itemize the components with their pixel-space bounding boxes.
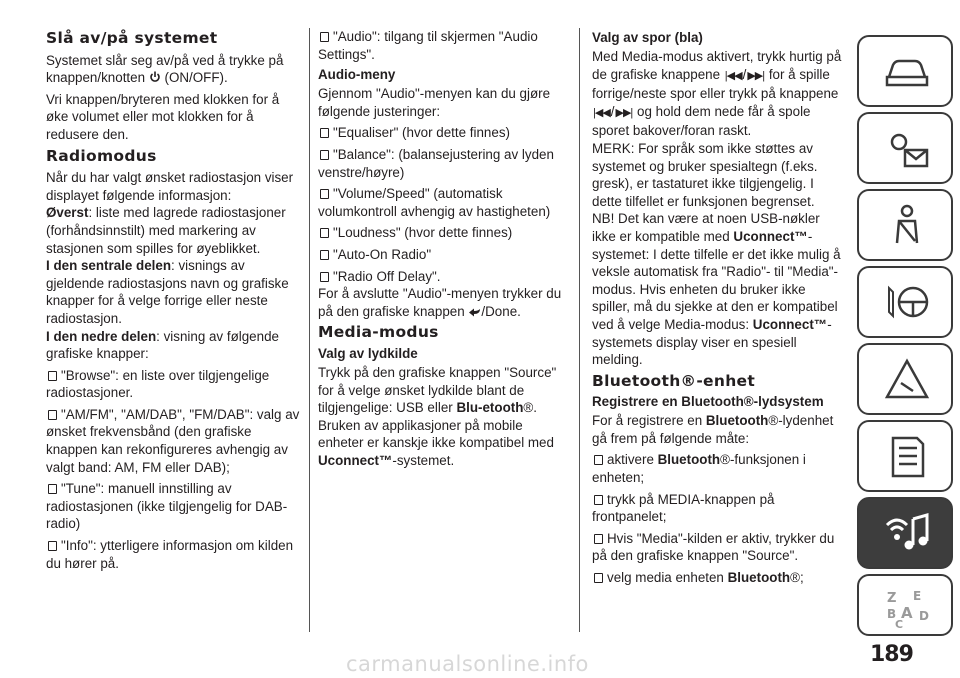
paragraph: For å avslutte "Audio"-menyen trykker du på den grafiske knappen /Done. xyxy=(318,286,562,319)
next-track-icon: ▶▶| xyxy=(615,106,633,119)
paragraph: MERK: For språk som ikke støttes av systemet og bruker spesialtegn (f.eks. gresk), er tastaturet ikke tilgjengelig. I dette tilfellet er funksjonen begrenset. xyxy=(592,140,818,209)
tab-car-overview[interactable] xyxy=(857,35,953,107)
svg-text:D: D xyxy=(919,609,929,623)
tab-emergency[interactable] xyxy=(857,343,953,415)
column-divider xyxy=(579,28,580,632)
list-item: "Loudness" (hvor dette finnes) xyxy=(318,224,570,242)
heading-register-bluetooth: Registrere en Bluetooth®-lydsystem xyxy=(592,394,824,410)
svg-text:B: B xyxy=(887,607,897,621)
tab-safety[interactable] xyxy=(857,189,953,261)
previous-track-icon: |◀◀ xyxy=(593,106,610,119)
paragraph: NB! Det kan være at noen USB-nøkler ikke er kompatible med Uconnect™-systemet: I dette tilfelle er det ikke mulig å veksle automatisk fra "Radio"- til "Media"-modus. Hvis enheten du bruker ikke spiller, må du sjekke at den er kompatibel ved å velge Media-modus: Uconnect™-systemets display viser en spesiell melding. xyxy=(592,211,841,368)
document-list-icon xyxy=(883,434,931,478)
multimedia-music-icon xyxy=(883,511,931,555)
heading-system-on-off: Slå av/på systemet xyxy=(46,29,218,47)
heading-bluetooth-device: Bluetooth®-enhet xyxy=(592,371,756,390)
alphabet-index-icon xyxy=(883,588,931,628)
previous-track-icon: |◀◀ xyxy=(724,69,742,82)
list-item: velg media enheten Bluetooth®; xyxy=(592,569,844,587)
paragraph: Trykk på den grafiske knappen "Source" for å velge ønsket lydkilde blant de tilgjengelige: USB eller Blu-etooth®. xyxy=(318,364,557,416)
svg-text:A: A xyxy=(901,604,913,622)
heading-track-select: Valg av spor (bla) xyxy=(592,30,703,45)
paragraph: Vri knappen/bryteren med klokken for å øke volumet eller mot klokken for å redusere den. xyxy=(46,91,280,142)
dashboard-light-icon xyxy=(883,126,931,170)
tab-index[interactable] xyxy=(857,574,953,636)
list-item: "Tune": manuell innstilling av radiostasjonen (ikke tilgjengelig for DAB-radio) xyxy=(46,480,301,533)
watermark: carmanualsonline.info xyxy=(346,652,589,676)
paragraph: Systemet slår seg av/på ved å trykke på knappen/knotten (ON/OFF). xyxy=(46,52,284,86)
column-1 xyxy=(46,28,301,576)
list-item: trykk på MEDIA-knappen på frontpanelet; xyxy=(592,491,844,526)
car-icon xyxy=(883,49,931,93)
info-bottom: I den nedre delen: visning av følgende grafiske knapper: xyxy=(46,328,279,362)
info-top: Øverst: liste med lagrede radiostasjoner (forhåndsinnstilt) med markering av stasjonen som spilles for øyeblikket. xyxy=(46,205,286,256)
list-item: "Volume/Speed" (automatisk volumkontroll avhengig av hastigheten) xyxy=(318,185,570,220)
back-arrow-icon xyxy=(468,307,481,317)
heading-media-mode: Media-modus xyxy=(318,323,439,342)
heading-source-select: Valg av lydkilde xyxy=(318,345,418,361)
slash: / xyxy=(742,66,747,82)
svg-text:Z: Z xyxy=(887,591,897,606)
tab-starting-driving[interactable] xyxy=(857,266,953,338)
paragraph: Når du har valgt ønsket radiostasjon viser displayet følgende informasjon: xyxy=(46,170,294,203)
list-item: "Audio": tilgang til skjermen "Audio Settings". xyxy=(318,28,570,63)
seatbelt-icon xyxy=(883,203,931,247)
paragraph: Gjennom "Audio"-menyen kan du gjøre følgende justeringer: xyxy=(318,86,551,119)
list-item: "Info": ytterligere informasjon om kilden du hører på. xyxy=(46,537,301,572)
tab-dashboard[interactable] xyxy=(857,112,953,184)
info-middle: I den sentrale delen: visnings av gjeldende radiostasjons navn og grafiske knapper for å velge forrige eller neste radiostasjon. xyxy=(46,258,289,326)
column-3 xyxy=(592,28,844,591)
paragraph: Med Media-modus aktivert, trykk hurtig på de grafiske knappene |◀◀/▶▶| for å spille forrige/neste spor eller trykk på knappene |◀◀/▶▶| og hold dem nede får å spole sporet bakover/foran raskt. xyxy=(592,49,842,139)
list-item: "AM/FM", "AM/DAB", "FM/DAB": valg av ønsket frekvensbånd (den grafiske knappen kan rekonfigureres avhengig av valgt band: AM, FM eller DAB); xyxy=(46,406,300,475)
column-divider xyxy=(309,28,310,632)
power-icon xyxy=(149,71,161,83)
svg-text:E: E xyxy=(913,589,922,603)
warning-triangle-icon xyxy=(883,357,931,401)
list-item: "Radio Off Delay". xyxy=(318,268,570,286)
paragraph: For å registrere en Bluetooth®-lydenhet gå frem på følgende måte: xyxy=(592,413,834,446)
list-item: "Browse": en liste over tilgjengelige radiostasjoner. xyxy=(46,367,301,402)
list-item: "Auto-On Radio" xyxy=(318,246,570,264)
tab-multimedia[interactable] xyxy=(857,497,953,569)
list-item: "Equaliser" (hvor dette finnes) xyxy=(318,124,570,142)
list-item: aktivere Bluetooth®-funksjonen i enheten; xyxy=(592,451,844,486)
steering-wheel-icon xyxy=(883,280,931,324)
svg-text:C: C xyxy=(895,618,904,628)
column-2 xyxy=(318,28,570,473)
tab-maintenance[interactable] xyxy=(857,420,953,492)
list-item: Hvis "Media"-kilden er aktiv, trykker du på den grafiske knappen "Source". xyxy=(592,530,844,565)
next-track-icon: ▶▶| xyxy=(747,69,765,82)
heading-radio-mode: Radiomodus xyxy=(46,146,157,165)
page-number: 189 xyxy=(870,642,913,667)
list-item: "Balance": (balansejustering av lyden venstre/høyre) xyxy=(318,146,570,181)
slash: / xyxy=(610,103,615,119)
heading-audio-menu: Audio-meny xyxy=(318,67,396,83)
paragraph: Bruken av applikasjoner på mobile enheter er kanskje ikke kompatibel med Uconnect™-systemet. xyxy=(318,417,554,468)
